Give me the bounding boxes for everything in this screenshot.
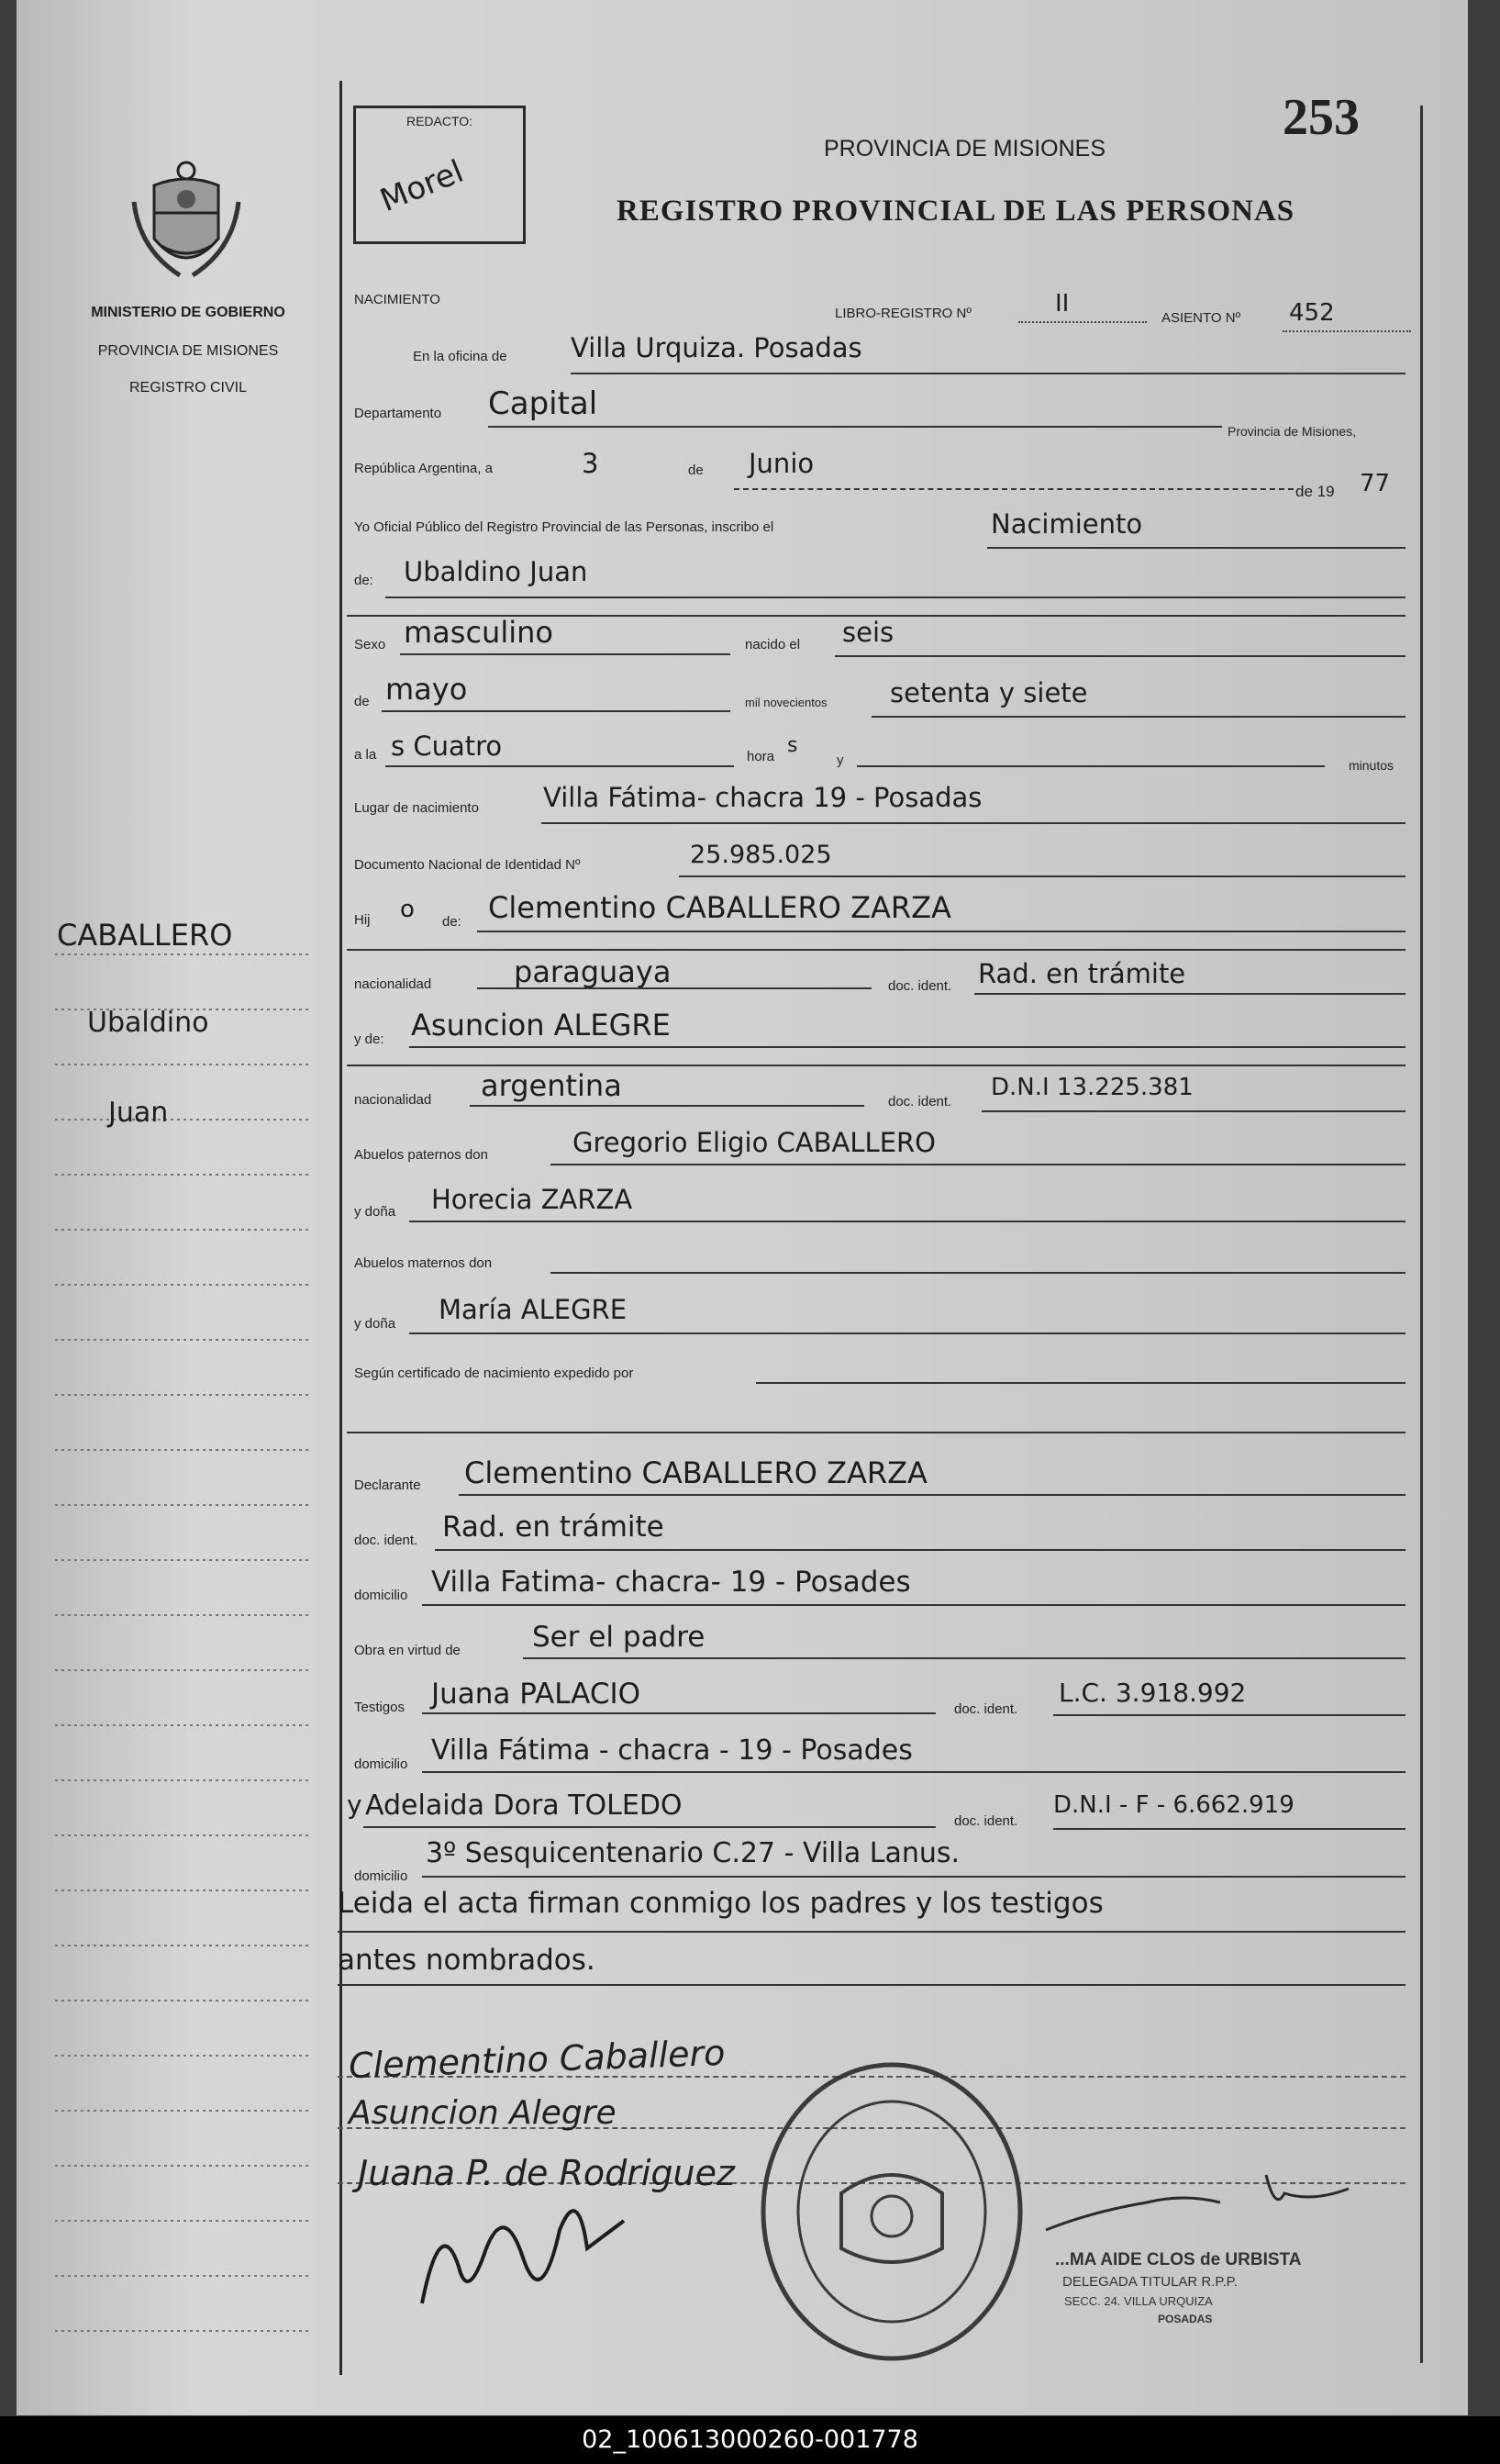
nac-madre-value: argentina <box>481 1068 622 1103</box>
y-label: y <box>837 753 844 768</box>
mes-value: mayo <box>385 672 468 707</box>
mil-label: mil novecientos <box>745 696 828 709</box>
nac-padre-doc-value: Rad. en trámite <box>978 958 1186 989</box>
certificado-label: Según certificado de nacimiento expedido por <box>354 1366 634 1381</box>
sexo-rule <box>400 653 730 655</box>
margin-surname: CABALLERO <box>57 918 233 953</box>
testigo2-value: Adelaida Dora TOLEDO <box>365 1789 683 1822</box>
testigo2-doc-label: doc. ident. <box>954 1813 1018 1829</box>
de-value: Ubaldino Juan <box>404 556 588 587</box>
header-province: PROVINCIA DE MISIONES <box>824 136 1106 162</box>
hijo-value: Clementino CABALLERO ZARZA <box>488 890 951 925</box>
mil-value: setenta y siete <box>890 677 1088 708</box>
libro-label: LIBRO-REGISTRO Nº <box>835 306 972 321</box>
hijo-suffix: o <box>400 896 415 923</box>
nac-padre-value: paraguaya <box>514 954 672 989</box>
nac-padre-label: nacionalidad <box>354 976 432 992</box>
minutos-rule <box>857 765 1325 767</box>
nac-madre-rule <box>470 1105 864 1107</box>
official-signature-scribble <box>404 2193 642 2322</box>
page-number: 253 <box>1283 89 1360 146</box>
ministry-province: PROVINCIA DE MISIONES <box>97 343 279 359</box>
test-dom-rule <box>422 1771 1406 1773</box>
testigo2-doc-rule <box>1053 1828 1406 1830</box>
abuela-mat-rule <box>409 1332 1406 1334</box>
sexo-value: masculino <box>404 615 553 650</box>
stamp-line-2: DELEGADA TITULAR R.P.P. <box>1062 2274 1238 2290</box>
official-round-seal <box>754 2056 1029 2368</box>
oficina-label: En la oficina de <box>413 349 507 364</box>
nac-padre-doc-rule <box>974 993 1406 995</box>
testigos-doc-rule <box>1053 1714 1406 1716</box>
abuelos-mat-rule <box>550 1272 1406 1274</box>
nac-madre-label: nacionalidad <box>354 1092 432 1108</box>
left-column-rule <box>339 81 342 2375</box>
decl-dom-label: domicilio <box>354 1588 408 1603</box>
nacido-value: seis <box>842 617 894 648</box>
obra-value: Ser el padre <box>532 1621 706 1654</box>
certificado-rule <box>756 1382 1406 1384</box>
test-dom-value: Villa Fátima - chacra - 19 - Posades <box>431 1734 913 1767</box>
oficina-value: Villa Urquiza. Posadas <box>571 332 862 363</box>
fecha-label: República Argentina, a <box>354 461 493 476</box>
signature-witness: Juana P. de Rodriguez <box>358 2153 735 2193</box>
signature-mother: Asuncion Alegre <box>349 2094 617 2132</box>
decl-doc-value: Rad. en trámite <box>442 1511 664 1544</box>
redacto-label: REDACTO: <box>406 114 473 128</box>
nacido-rule <box>835 655 1406 657</box>
de-label: de: <box>354 573 373 588</box>
test2-dom-rule <box>422 1876 1406 1878</box>
right-border-rule <box>1420 106 1423 2363</box>
lugar-rule <box>541 822 1406 824</box>
decl-doc-label: doc. ident. <box>354 1533 418 1548</box>
departamento-rule <box>488 426 1222 428</box>
leida-line-2: antes nombrados. <box>338 1944 595 1977</box>
oficial-value: Nacimiento <box>991 508 1143 540</box>
nac-padre-doc-label: doc. ident. <box>888 978 952 994</box>
fecha-year-value: 77 <box>1360 470 1391 497</box>
madre-rule-2 <box>347 1065 1406 1066</box>
header-title: REGISTRO PROVINCIAL DE LAS PERSONAS <box>617 195 1295 228</box>
fecha-de-label: de <box>688 463 704 478</box>
nac-padre-rule <box>477 987 872 989</box>
ministry-registry: REGISTRO CIVIL <box>128 380 248 396</box>
fecha-day: 3 <box>582 448 599 479</box>
testigo2-label: y <box>347 1789 362 1820</box>
hora-rule <box>385 765 734 767</box>
nac-madre-doc-label: doc. ident. <box>888 1094 952 1109</box>
departamento-value: Capital <box>488 385 598 422</box>
margin-second-name: Juan <box>108 1097 169 1129</box>
nac-madre-doc-rule <box>982 1110 1406 1112</box>
abuela-mat-value: María ALEGRE <box>439 1294 628 1325</box>
asiento-label: ASIENTO Nº <box>1161 310 1241 326</box>
horas-label: hora <box>747 749 775 764</box>
madre-label: y de: <box>354 1031 384 1047</box>
fecha-rule <box>734 488 1294 490</box>
decl-dom-value: Villa Fatima- chacra- 19 - Posades <box>431 1566 911 1599</box>
asiento-rule <box>1283 330 1411 332</box>
leida-line-1: Leida el acta firman conmigo los padres y los testigos <box>338 1887 1104 1920</box>
abuela-pat-label: y doña <box>354 1204 396 1220</box>
abuelos-pat-label: Abuelos paternos don <box>354 1147 488 1163</box>
decl-doc-rule <box>435 1549 1406 1551</box>
declarante-value: Clementino CABALLERO ZARZA <box>464 1455 928 1490</box>
mes-label: de <box>354 694 370 709</box>
stamp-line-1: ...MA AIDE CLOS de URBISTA <box>1055 2250 1302 2269</box>
libro-value: II <box>1055 290 1070 318</box>
hijo-de-label: de: <box>442 914 461 930</box>
minutos-label: minutos <box>1349 758 1394 773</box>
departamento-label: Departamento <box>354 406 442 421</box>
hijo-label: Hij <box>354 912 371 928</box>
redacto-box <box>353 106 526 244</box>
hijo-rule <box>477 931 1406 932</box>
stamp-line-3: SECC. 24. VILLA URQUIZA <box>1064 2294 1213 2308</box>
abuela-pat-rule <box>409 1221 1406 1222</box>
dni-label: Documento Nacional de Identidad Nº <box>354 857 581 873</box>
testigos-label: Testigos <box>354 1700 406 1715</box>
sexo-label: Sexo <box>354 637 386 652</box>
obra-rule <box>523 1657 1406 1659</box>
hora-label: a la <box>354 747 377 763</box>
redacto-signature: Morel <box>374 152 469 220</box>
abuelos-pat-value: Gregorio Eligio CABALLERO <box>572 1127 936 1158</box>
record-type-label: NACIMIENTO <box>354 292 440 307</box>
stamp-line-4: POSADAS <box>1158 2313 1213 2325</box>
test-dom-label: domicilio <box>354 1756 408 1772</box>
madre-value: Asuncion ALEGRE <box>411 1008 671 1042</box>
nac-madre-doc-value: D.N.I 13.225.381 <box>991 1074 1194 1101</box>
testigos-value: Juana PALACIO <box>431 1678 641 1711</box>
leida-rule-1 <box>338 1931 1406 1933</box>
nacido-label: nacido el <box>745 637 801 652</box>
ministry-name: MINISTERIO DE GOBIERNO <box>91 305 285 320</box>
lugar-label: Lugar de nacimiento <box>354 800 479 816</box>
testigos-rule <box>422 1712 936 1714</box>
lugar-value: Villa Fátima- chacra 19 - Posadas <box>543 782 983 813</box>
hijo-rule-2 <box>347 949 1406 951</box>
oficial-label: Yo Oficial Público del Registro Provincial de las Personas, inscribo el <box>354 519 774 535</box>
dni-value: 25.985.025 <box>690 841 832 869</box>
abuelos-mat-label: Abuelos maternos don <box>354 1255 493 1271</box>
testigo2-rule <box>363 1826 936 1828</box>
obra-label: Obra en virtud de <box>354 1643 461 1658</box>
test2-dom-value: 3º Sesquicentenario C.27 - Villa Lanus. <box>426 1837 961 1869</box>
fecha-year-label: de 19 <box>1295 483 1335 500</box>
signature-father: Clementino Caballero <box>348 2032 727 2087</box>
leida-rule-2 <box>338 1984 1406 1986</box>
testigos-doc-value: L.C. 3.918.992 <box>1059 1678 1247 1708</box>
abuela-mat-label: y doña <box>354 1316 396 1332</box>
coat-of-arms-icon <box>127 158 246 286</box>
testigos-doc-label: doc. ident. <box>954 1701 1018 1717</box>
declarante-label: Declarante <box>354 1477 421 1493</box>
scan-caption: 02_100613000260-001778 <box>0 2416 1500 2464</box>
hora-value: s Cuatro <box>391 730 503 762</box>
abuelos-pat-rule <box>550 1164 1406 1165</box>
certificado-rule-2 <box>347 1432 1406 1433</box>
margin-first-name: Ubaldino <box>87 1007 209 1039</box>
de-rule <box>385 596 1406 598</box>
oficina-rule <box>571 373 1406 374</box>
madre-rule <box>409 1046 1406 1048</box>
registrar-signature-scribble <box>1037 2138 1385 2248</box>
declarante-rule <box>459 1494 1406 1496</box>
dni-rule <box>679 875 1406 877</box>
libro-rule <box>1018 321 1147 323</box>
departamento-suffix: Provincia de Misiones, <box>1228 424 1357 439</box>
oficial-rule <box>987 547 1406 549</box>
asiento-value: 452 <box>1289 299 1335 327</box>
decl-dom-rule <box>422 1604 1406 1606</box>
mil-rule <box>872 716 1406 718</box>
fecha-month: Junio <box>749 448 815 479</box>
margin-ruled-lines <box>50 899 317 2368</box>
abuela-pat-value: Horecia ZARZA <box>431 1184 633 1215</box>
mes-rule <box>382 710 730 712</box>
testigo2-doc-value: D.N.I - F - 6.662.919 <box>1053 1791 1294 1819</box>
horas-suffix: s <box>787 734 798 757</box>
test2-dom-label: domicilio <box>354 1868 408 1884</box>
